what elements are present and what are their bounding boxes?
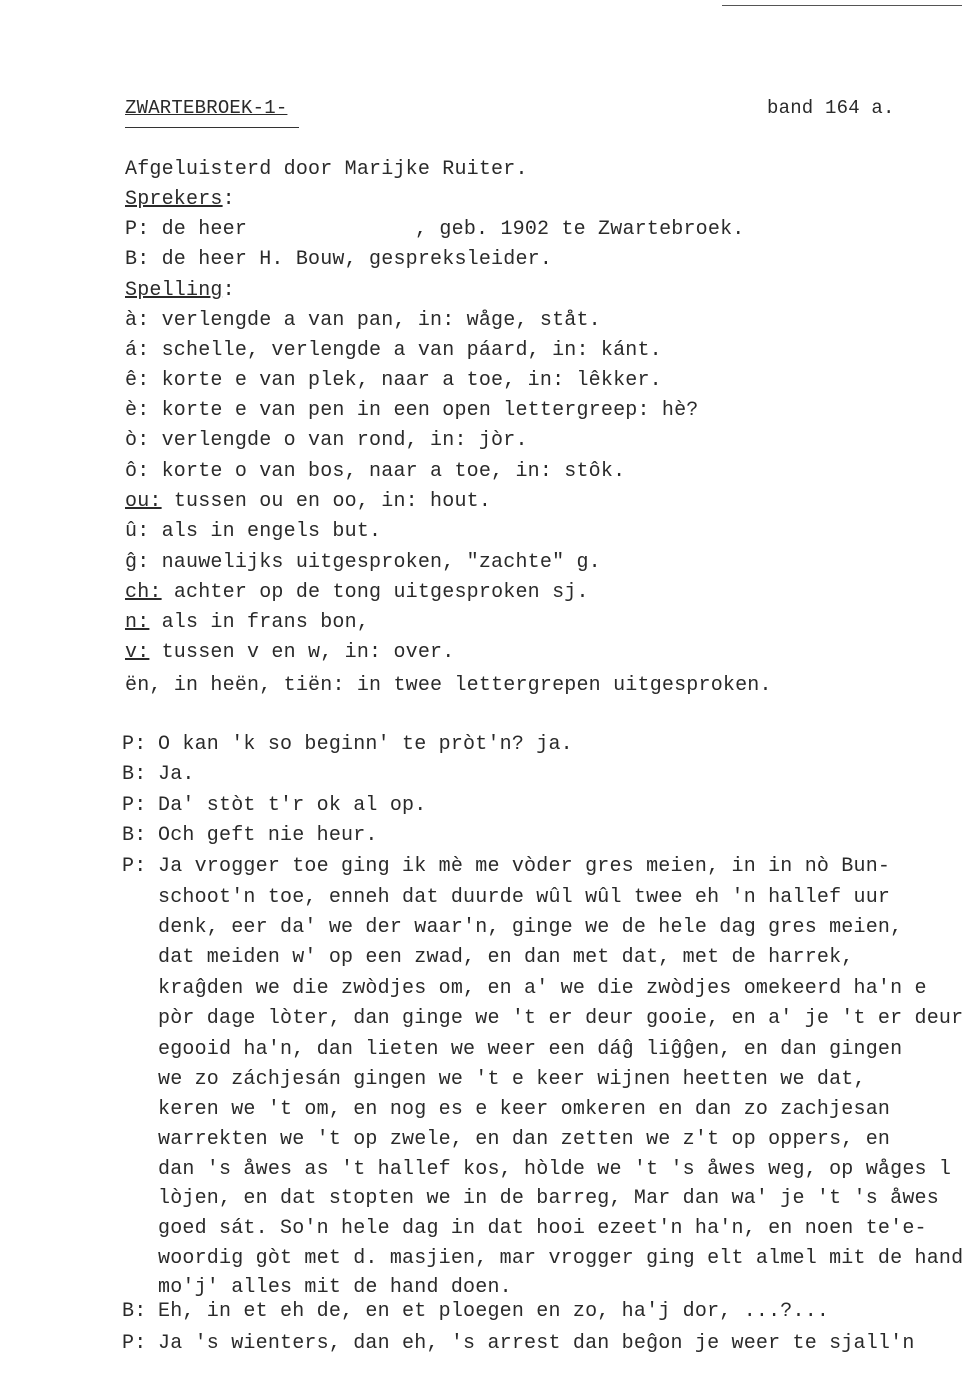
spelling-rule	[125, 460, 625, 484]
utterance-text: Eh, in et eh de, en et ploegen en zo, ha'j dor, ...?...	[158, 1300, 830, 1323]
spelling-rule	[125, 339, 662, 363]
speaker-label: B:	[122, 1300, 147, 1323]
utterance-text: Och geft nie heur.	[158, 824, 378, 847]
utterance-text: Ja vrogger toe ging ik mè me vòder gres meien, in in nò Bun-	[158, 855, 891, 878]
speakers-heading: Sprekers:	[125, 188, 235, 211]
spelling-description: korte e van pen in een open lettergreep: hè?	[161, 399, 699, 422]
speaker-code: P:	[125, 218, 150, 241]
utterance-text: Ja 's wienters, dan eh, 's arrest dan beĝon je weer te sjall'n	[158, 1332, 915, 1355]
dialogue-line	[122, 1276, 512, 1300]
spelling-description: schelle, verlengde a van páard, in: kánt.	[161, 339, 662, 362]
utterance-text: dan 's åwes as 't hallef kos, hòlde we 't 's åwes weg, op wåges l	[158, 1158, 952, 1181]
spelling-symbol: ò:	[125, 429, 150, 452]
speaker-code: B:	[125, 248, 150, 271]
dialogue-line	[122, 1187, 939, 1211]
utterance-text: warrekten we 't op zwele, en dan zetten we z't op oppers, en	[158, 1128, 891, 1151]
spelling-description: korte e van plek, naar a toe, in: lêkker.	[161, 369, 662, 392]
document-title: ZWARTEBROEK-1-	[125, 97, 288, 119]
spelling-symbol: ĝ:	[125, 551, 150, 574]
spelling-symbol: à:	[125, 309, 150, 332]
dialogue-line	[122, 1007, 963, 1031]
band-reference: band 164 a.	[767, 97, 895, 119]
spelling-rule	[125, 520, 381, 544]
utterance-text: denk, eer da' we der waar'n, ginge we de hele dag gres meien,	[158, 916, 903, 939]
utterance-text: kraĝden we die zwòdjes om, en a' we die zwòdjes omekeerd ha'n e	[158, 977, 927, 1000]
spelling-description: in heën, tiën: in twee lettergrepen uitgesproken.	[173, 674, 772, 697]
speaker-label: P:	[122, 1332, 147, 1355]
dialogue-line	[122, 1038, 902, 1062]
speaker-label: P:	[122, 855, 147, 878]
spelling-rule	[125, 581, 589, 605]
utterance-text: pòr dage lòter, dan ginge we 't er deur gooie, en a' je 't er deur	[158, 1007, 964, 1030]
spelling-description: als in frans bon,	[161, 611, 370, 634]
spelling-symbol: v:	[125, 641, 150, 664]
utterance-text: egooid ha'n, dan lieten we weer een dáĝ liĝĝen, en dan gingen	[158, 1038, 903, 1061]
speaker-label: B:	[122, 824, 147, 847]
dialogue-line	[122, 1068, 866, 1092]
dialogue-line	[122, 794, 426, 818]
spelling-description: verlengde a van pan, in: wåge, ståt.	[161, 309, 601, 332]
utterance-text: O kan 'k so beginn' te pròt'n? ja.	[158, 733, 573, 756]
spelling-symbol: ch:	[125, 581, 162, 604]
spelling-rule	[125, 399, 699, 423]
utterance-text: goed sát. So'n hele dag in dat hooi ezeet'n ha'n, en noen te'e-	[158, 1217, 927, 1240]
spelling-rule	[125, 429, 528, 453]
dialogue-line	[122, 855, 890, 879]
dialogue-line	[122, 733, 573, 757]
spelling-rule	[125, 641, 454, 665]
dialogue-line	[122, 886, 890, 910]
utterance-text: Ja.	[158, 763, 195, 786]
dialogue-line	[122, 1300, 829, 1324]
speaker-birth-info: , geb. 1902 te Zwartebroek.	[415, 218, 745, 241]
spelling-rule	[125, 674, 772, 698]
spelling-description: tussen v en w, in: over.	[161, 641, 455, 664]
speaker-label: P:	[122, 794, 147, 817]
spelling-symbol: ën,	[125, 674, 162, 697]
spelling-rule	[125, 309, 601, 333]
speaker-label: P:	[122, 733, 147, 756]
spelling-heading-text: Spelling	[125, 279, 223, 302]
utterance-text: woordig gòt met d. masjien, mar vrogger ging elt almel mit de hand	[158, 1247, 964, 1270]
spelling-description: korte o van bos, naar a toe, in: stôk.	[161, 460, 626, 483]
utterance-text: keren we 't om, en nog es e keer omkeren en dan zo zachjesan	[158, 1098, 891, 1121]
spelling-rule	[125, 490, 491, 514]
dialogue-line	[122, 1158, 951, 1182]
title-underline	[125, 127, 299, 128]
dialogue-line	[122, 946, 854, 970]
speaker-description: de heer H. Bouw, gespreksleider.	[161, 248, 553, 271]
spelling-description: nauwelijks uitgesproken, "zachte" g.	[161, 551, 601, 574]
speaker-entry	[125, 248, 552, 272]
utterance-text: we zo záchjesán gingen we 't e keer wijnen heetten we dat,	[158, 1068, 866, 1091]
dialogue-line	[122, 1332, 915, 1356]
spelling-rule	[125, 369, 662, 393]
spelling-description: tussen ou en oo, in: hout.	[173, 490, 492, 513]
dialogue-line	[122, 824, 378, 848]
dialogue-line	[122, 1098, 890, 1122]
dialogue-line	[122, 1128, 890, 1152]
dialogue-line	[122, 916, 902, 940]
top-edge-rule	[722, 5, 962, 6]
spelling-description: achter op de tong uitgesproken sj.	[173, 581, 589, 604]
speaker-description: de heer	[161, 218, 248, 241]
speaker-entry	[125, 218, 744, 242]
spelling-symbol: è:	[125, 399, 150, 422]
utterance-text: mo'j' alles mit de hand doen.	[158, 1276, 512, 1299]
spelling-symbol: á:	[125, 339, 150, 362]
spelling-description: verlengde o van rond, in: jòr.	[161, 429, 528, 452]
utterance-text: dat meiden w' op een zwad, en dan met dat, met de harrek,	[158, 946, 854, 969]
utterance-text: schoot'n toe, enneh dat duurde wûl wûl twee eh 'n hallef uur	[158, 886, 891, 909]
utterance-text: Da' stòt t'r ok al op.	[158, 794, 427, 817]
spelling-description: als in engels but.	[161, 520, 382, 543]
utterance-text: lòjen, en dat stopten we in de barreg, Mar dan wa' je 't 's åwes	[158, 1187, 939, 1210]
spelling-symbol: ou:	[125, 490, 162, 513]
spelling-rule	[125, 611, 369, 635]
speakers-heading-text: Sprekers	[125, 188, 223, 211]
spelling-symbol: ê:	[125, 369, 150, 392]
spelling-symbol: n:	[125, 611, 150, 634]
spelling-symbol: ô:	[125, 460, 150, 483]
speaker-label: B:	[122, 763, 147, 786]
dialogue-line	[122, 1217, 927, 1241]
dialogue-line	[122, 1247, 963, 1271]
spelling-rule	[125, 551, 601, 575]
spelling-symbol: û:	[125, 520, 150, 543]
listened-by-line: Afgeluisterd door Marijke Ruiter.	[125, 158, 528, 181]
spelling-heading: Spelling:	[125, 279, 235, 302]
dialogue-line	[122, 977, 927, 1001]
dialogue-line	[122, 763, 195, 787]
